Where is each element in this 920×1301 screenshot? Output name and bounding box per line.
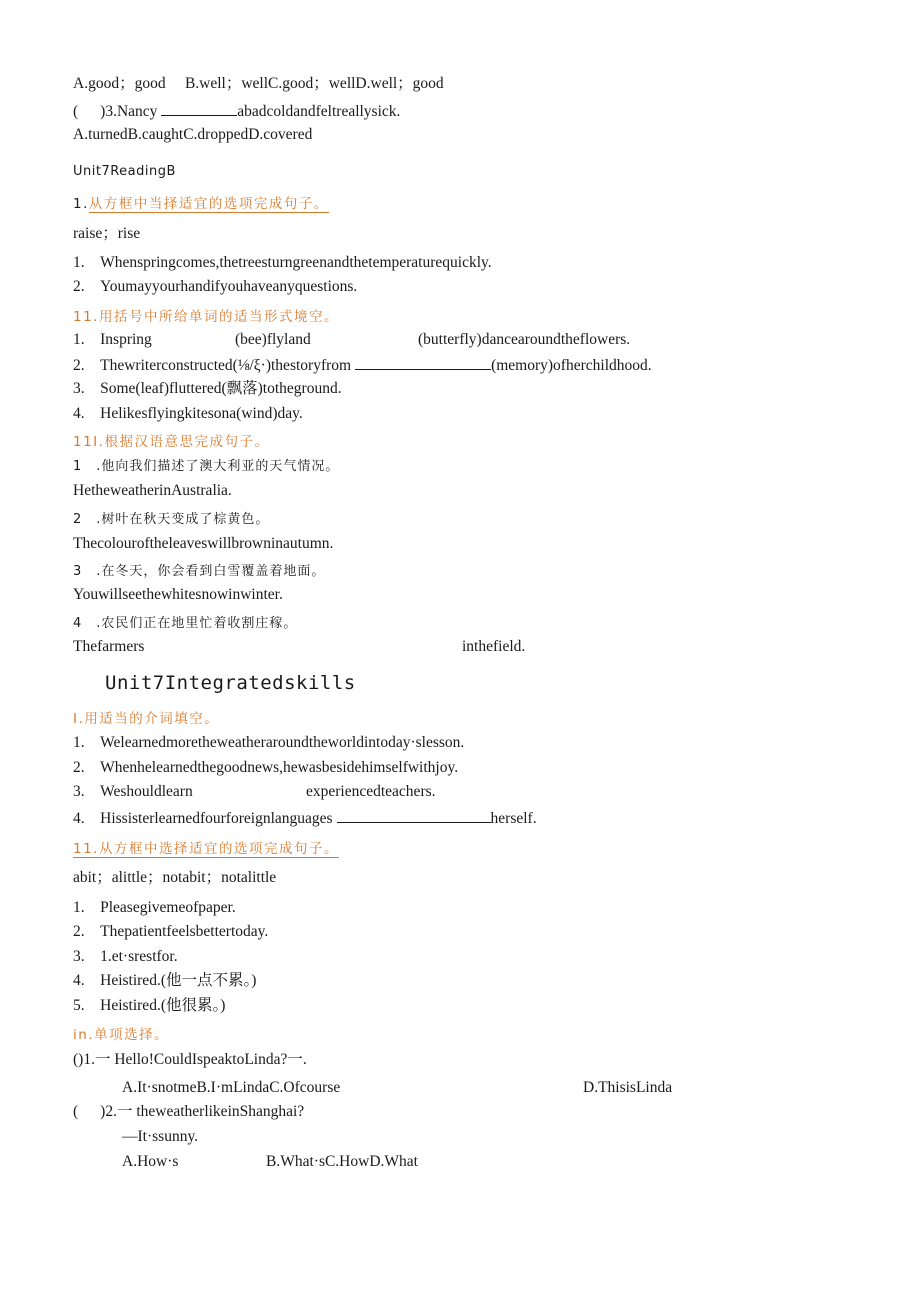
choice-question-1-options: A.It·snotmeB.I·mLindaC.Ofcourse (122, 1079, 341, 1096)
word-form-4: 4. Helikesflyingkitesona(wind)day. (73, 405, 303, 422)
choice-question-1-option-d: D.ThisisLinda (583, 1079, 673, 1096)
preposition-question-4a: 4. Hissisterlearnedfourforeignlanguages (73, 810, 333, 827)
preposition-question-4b: herself. (490, 810, 537, 827)
word-form-3: 3. Some(leaf)fluttered(飘落)totheground. (73, 380, 342, 397)
section-1-text: 从方框中当择适宜的选项完成句子。 (88, 196, 329, 212)
translation-cn-3: 3 .在冬天，你会看到白雪覆盖着地面。 (73, 564, 326, 579)
preposition-question-4 (73, 807, 537, 829)
translation-cn-2: 2 .树叶在秋天变成了棕黄色。 (73, 512, 270, 527)
bit-question-3: 3. 1.et·srestfor. (73, 948, 178, 965)
word-form-1b: (bee)flyland (235, 331, 311, 348)
word-form-1c: (butterfly)dancearoundtheflowers. (418, 331, 631, 348)
choice-question-2-text: )2.一 theweatherlikeinShanghai? (100, 1103, 305, 1120)
word-form-1a: 1. Inspring (73, 331, 152, 348)
bit-question-1: 1. Pleasegivemeofpaper. (73, 899, 236, 916)
choice-question-2-option-a: A.How·s (122, 1153, 179, 1170)
bit-question-4: 4. Heistired.(他一点不累。) (73, 972, 257, 989)
section-1-instruction (73, 194, 329, 214)
question-3-suffix: abadcoldandfeltreallysick. (237, 103, 401, 120)
bit-question-5: 5. Heistired.(他很累。) (73, 997, 226, 1014)
integrated-section-2-instruction (73, 839, 339, 859)
bit-question-2: 2. Thepatientfeelsbettertoday. (73, 923, 269, 940)
integrated-section-2-text: 11.从方框中选择适宜的选项完成句子。 (73, 841, 339, 857)
preposition-question-1: 1. Welearnedmoretheweatheraroundtheworldintoday·slesson. (73, 734, 465, 751)
translation-en-4b: inthefield. (462, 638, 526, 655)
choice-question-2-answer: —It·ssunny. (122, 1128, 199, 1145)
section-title-reading: Unit7ReadingB (73, 164, 176, 179)
preposition-question-2: 2. Whenhelearnedthegoodnews,hewasbesidehimselfwithjoy. (73, 759, 459, 776)
word-form-2 (73, 354, 652, 376)
translation-cn-4: 4 .农民们正在地里忙着收割庄稼。 (73, 616, 298, 631)
integrated-section-1-instruction: I.用适当的介词填空。 (73, 711, 220, 727)
options-line-3: A.turnedB.caughtC.droppedD.covered (73, 126, 313, 143)
section-title-integrated: Unit7Integratedskills (105, 672, 356, 694)
integrated-section-3-instruction: in.单项选择。 (73, 1027, 170, 1043)
answer-blank[interactable] (355, 354, 491, 370)
answer-paren-open: ( (73, 103, 79, 120)
translation-cn-1: 1 .他向我们描述了澳大利亚的天气情况。 (73, 459, 340, 474)
choice-question-1: ()1.一 Hello!CouldIspeaktoLinda?一. (73, 1051, 307, 1068)
choice-question-2 (73, 1102, 304, 1122)
preposition-question-3a: 3. Weshouldlearn (73, 783, 193, 800)
translation-en-4a: Thefarmers (73, 638, 145, 655)
fill-question-2: 2. Youmayyourhandifyouhaveanyquestions. (73, 278, 358, 295)
section-1-number: 1. (73, 196, 89, 212)
section-3-instruction: 11I.根据汉语意思完成句子。 (73, 434, 270, 450)
word-form-2b: (memory)ofherchildhood. (491, 357, 652, 374)
word-form-2a: 2. Thewriterconstructed(⅛/ξ·)thestoryfrom (73, 357, 352, 374)
fill-question-1: 1. Whenspringcomes,thetreesturngreenandthetemperaturequickly. (73, 254, 492, 271)
preposition-question-3b: experiencedteachers. (306, 783, 436, 800)
options-line-1: A.good；good B.well；wellC.good；wellD.well；good (73, 75, 444, 92)
section-2-instruction: 11.用括号中所给单词的适当形式境空。 (73, 309, 339, 325)
translation-en-2: Thecolouroftheleaveswillbrowninautumn. (73, 535, 334, 552)
word-options: raise；rise (73, 225, 141, 242)
translation-en-3: Youwillseethewhitesnowinwinter. (73, 586, 283, 603)
choice-question-2-options: B.What·sC.HowD.What (266, 1153, 418, 1170)
translation-en-1: HetheweatherinAustralia. (73, 482, 232, 499)
integrated-word-options: abit；alittle；notabit；notalittle (73, 869, 277, 886)
question-3-prefix: )3.Nancy (100, 103, 158, 120)
answer-paren-open: ( (73, 1103, 79, 1120)
question-3 (73, 100, 400, 122)
answer-blank[interactable] (161, 100, 237, 116)
answer-blank[interactable] (337, 807, 491, 823)
